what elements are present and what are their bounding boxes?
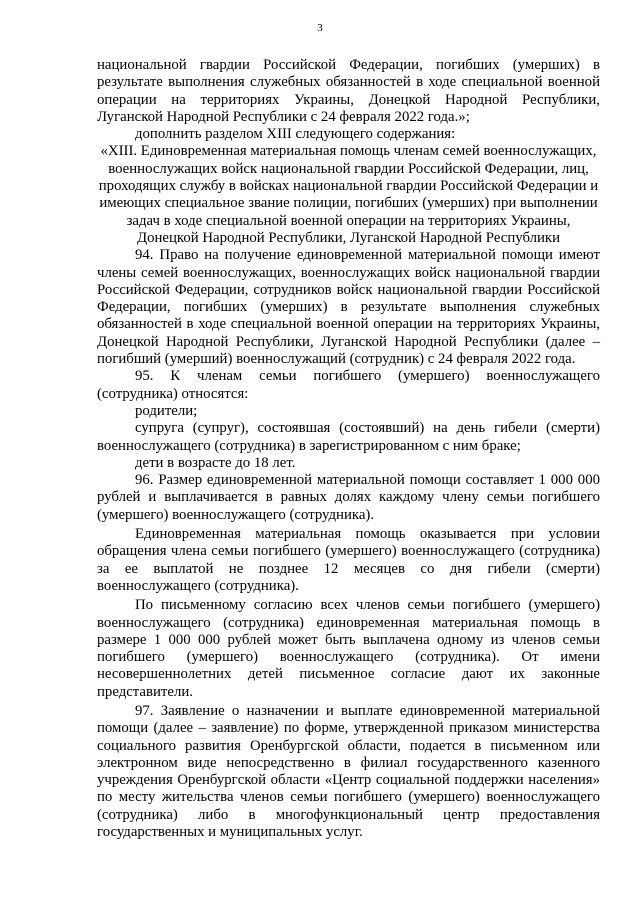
- paragraph-consent: По письменному согласию всех членов семьи погибшего (умершего) военнослужащего (сотрудника) единовременная материальная помощь в размере 1 000 000 рублей может быть выплачена одному из членов семьи погибшего (умершего) военнослужащего (сотрудника). От имени несовершеннолетних детей письменное согласие дают их законные представители.: [97, 597, 600, 700]
- paragraph-97: 97. Заявление о назначении и выплате единовременной материальной помощи (далее – заявление) по форме, утвержденной приказом министерства социального развития Оренбургской области, подается в письменном или электронном виде непосредственно в филиал государственного казенного учреждения Оренбургской области «Центр социальной поддержки населения» по месту жительства членов семьи погибшего (умершего) военнослужащего (сотрудника) либо в многофункциональный центр предоставления государственных и муниципальных услуг.: [97, 702, 600, 841]
- section-heading: «XIII. Единовременная материальная помощь членам семей военнослужащих, военнослужащих войск национальной гвардии Российской Федерации, лиц, проходящих службу в войсках национальной гвардии Российской Федерации и имеющих специальное звание полиции, погибших (умерших) при выполнении задач в ходе специальной военной операции на территориях Украины, Донецкой Народной Республики, Луганской Народной Республики: [98, 143, 599, 246]
- paragraph-96: 96. Размер единовременной материальной помощи составляет 1 000 000 рублей и выплачивается в равных долях каждому члену семьи погибшего (умершего) военнослужащего (сотрудника).: [97, 472, 600, 523]
- paragraph-94: 94. Право на получение единовременной материальной помощи имеют члены семей военнослужащих, военнослужащих войск национальной гвардии Российской Федерации, сотрудников войск национальной гвардии Российской Федерации, погибших (умерших) в результате выполнения служебных обязанностей в ходе специальной военной операции на территориях Украины, Донецкой Народной Республики, Луганской Народной Республики (далее – погибший (умерший) военнослужащий (сотрудник) с 24 февраля 2022 года.: [97, 247, 600, 368]
- paragraph-continuation: национальной гвардии Российской Федерации, погибших (умерших) в результате выполнения служебных обязанностей в ходе специальной военной операции на территориях Украины, Донецкой Народной Республики, Луганской Народной Республики с 24 февраля 2022 года.»;: [97, 57, 600, 125]
- paragraph-condition: Единовременная материальная помощь оказывается при условии обращения члена семьи погибшего (умершего) военнослужащего (сотрудника) за ее выплатой не позднее 12 месяцев со дня гибели (смерти) военнослужащего (сотрудника).: [97, 526, 600, 594]
- document-body: [97, 57, 600, 841]
- paragraph-parents: родители;: [135, 402, 198, 419]
- paragraph-amendment-intro: дополнить разделом XIII следующего содержания:: [135, 126, 456, 143]
- paragraph-children: дети в возрасте до 18 лет.: [135, 454, 296, 471]
- page-number: 3: [317, 22, 323, 34]
- paragraph-spouse: супруга (супруг), состоявшая (состоявший) на день гибели (смерти) военнослужащего (сотрудника) в зарегистрированном с ним браке;: [97, 420, 600, 454]
- paragraph-95: 95. К членам семьи погибшего (умершего) военнослужащего (сотрудника) относятся:: [97, 368, 600, 402]
